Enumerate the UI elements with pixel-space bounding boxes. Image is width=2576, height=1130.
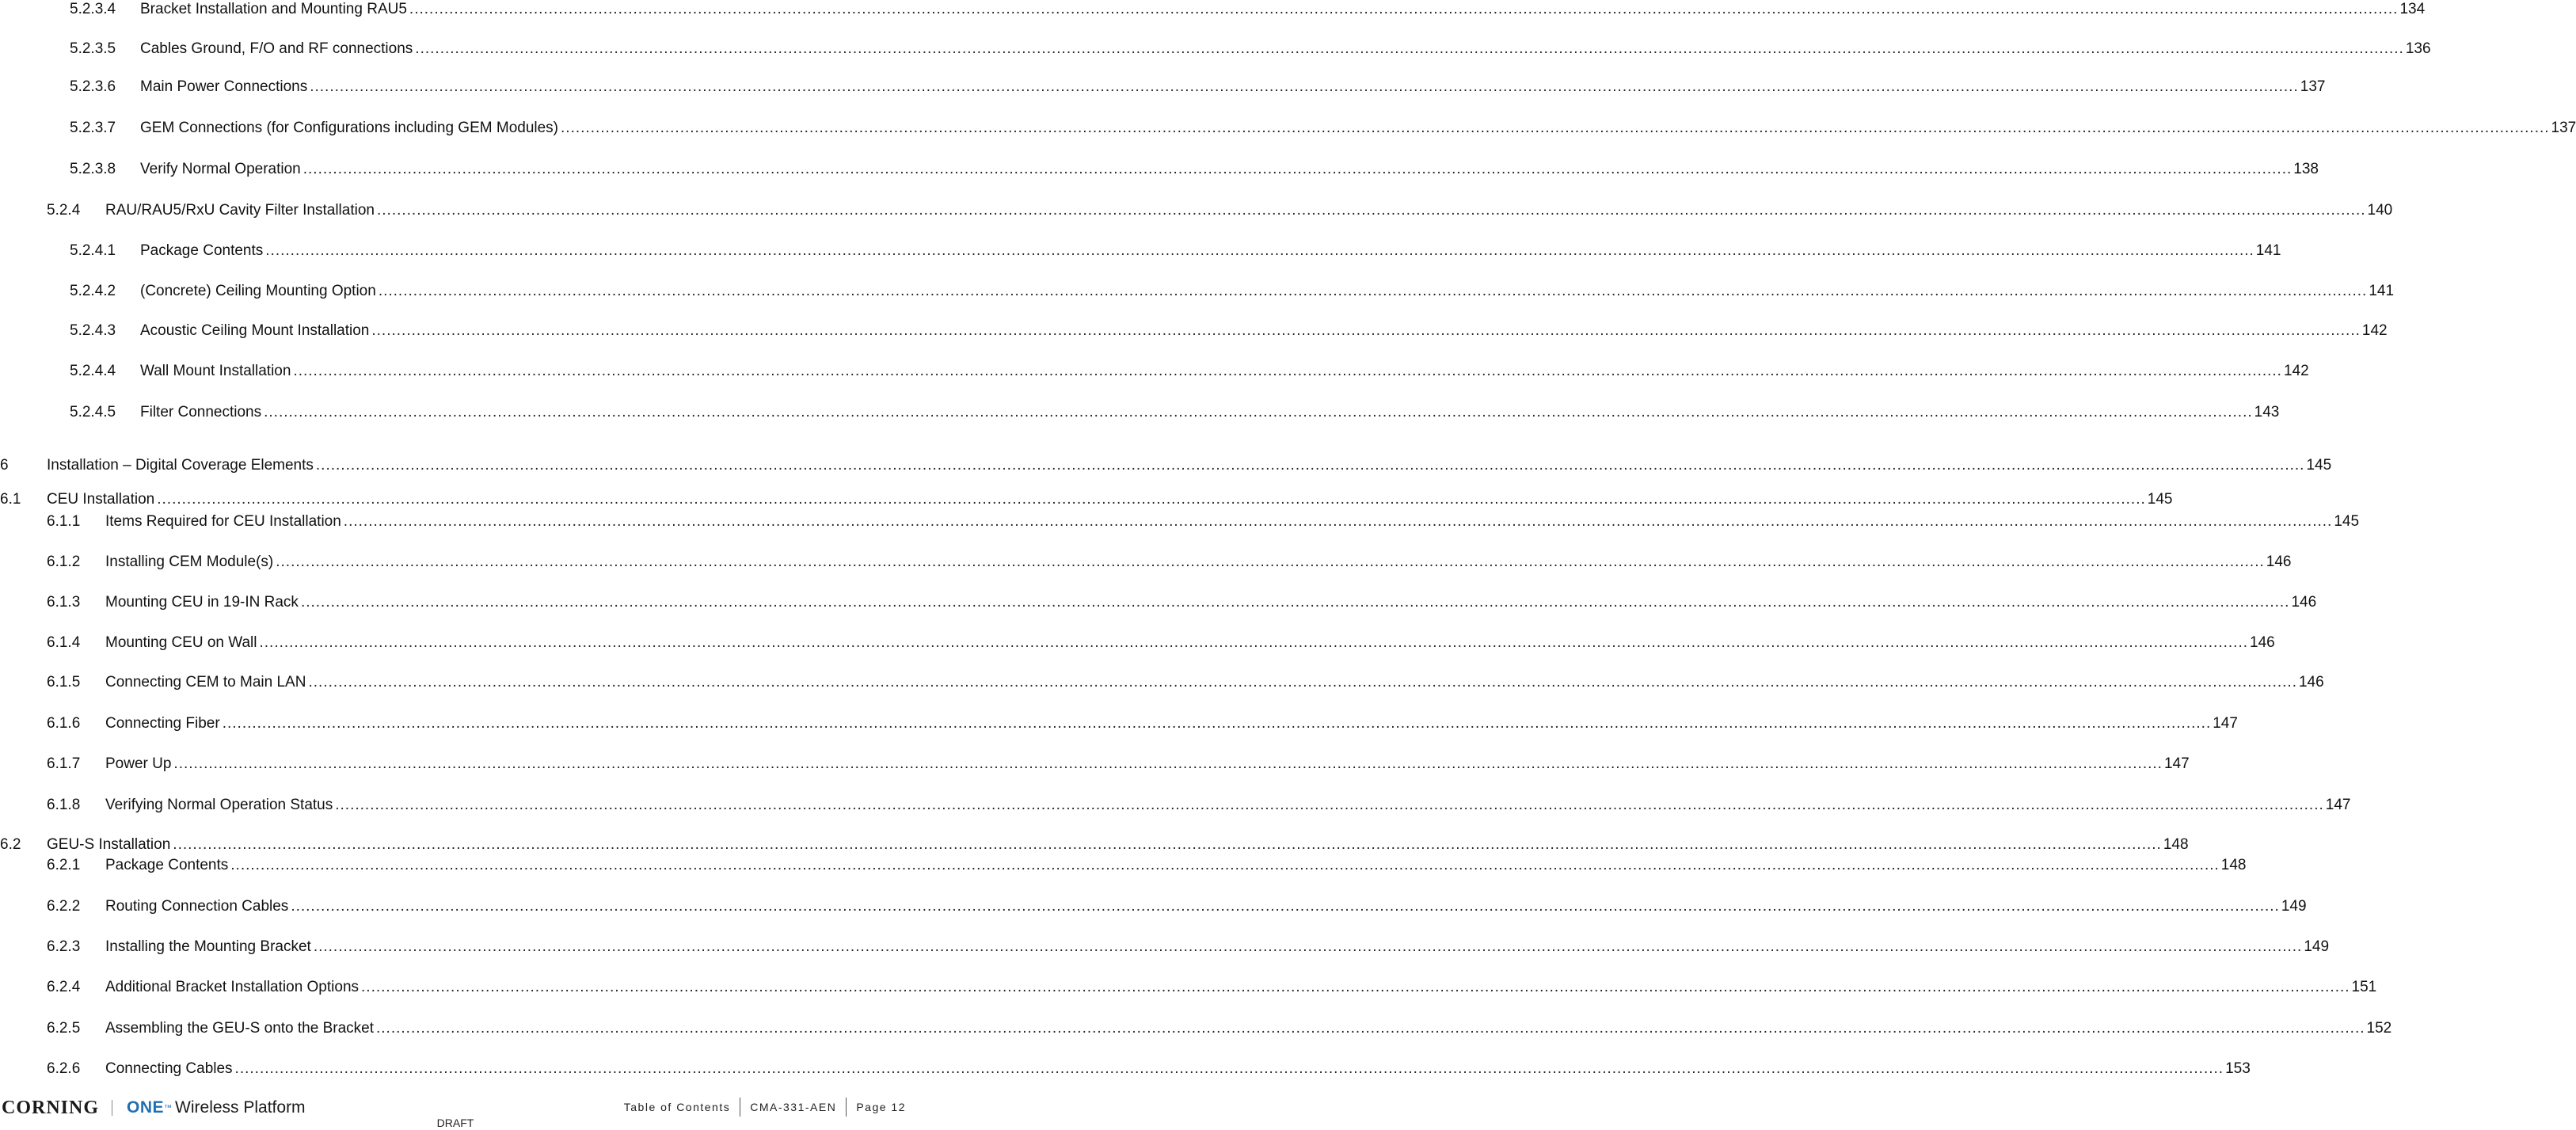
toc-entry-title: Verifying Normal Operation Status [105, 797, 333, 813]
toc-entry[interactable] [70, 242, 2281, 261]
toc-entry-title: Bracket Installation and Mounting RAU5 [140, 1, 407, 17]
toc-entry-page: 137 [2300, 78, 2326, 95]
footer-section-title: Table of Contents [623, 1101, 731, 1113]
toc-entry-title: CEU Installation [47, 491, 155, 508]
toc-entry-title: Installing the Mounting Bracket [105, 938, 311, 955]
toc-dot-leader: ................................................................................................................................................................................................................................................................................................................................................................................................................ [376, 1020, 2365, 1037]
toc-entry-number: 6.2 [0, 836, 21, 853]
toc-entry-title: Additional Bracket Installation Options [105, 979, 360, 995]
toc-entry-title: Connecting Fiber [105, 715, 220, 732]
toc-entry-page: 142 [2283, 363, 2309, 379]
toc-entry[interactable] [47, 796, 2351, 815]
toc-entry-title: Verify Normal Operation [140, 161, 301, 177]
toc-entry-title: GEU-S Installation [47, 836, 171, 853]
footer-doc-id: CMA-331-AEN [740, 1098, 846, 1117]
toc-entry-title: Installation – Digital Coverage Elements [47, 457, 314, 474]
toc-entry[interactable] [70, 362, 2309, 381]
toc-entry-title: Connecting CEM to Main LAN [105, 674, 306, 691]
toc-entry-page: 146 [2266, 554, 2292, 570]
toc-entry[interactable] [70, 40, 2431, 59]
toc-dot-leader: ................................................................................................................................................................................................................................................................................................................................................................................................................ [409, 1, 2399, 17]
toc-dot-leader: ................................................................................................................................................................................................................................................................................................................................................................................................................ [293, 363, 2282, 379]
toc-entry-number: 6.2.4 [47, 979, 81, 995]
toc-entry-title: Connecting Cables [105, 1060, 233, 1077]
toc-entry[interactable] [70, 78, 2326, 97]
toc-entry-page: 153 [2225, 1060, 2251, 1077]
toc-entry[interactable] [47, 1019, 2392, 1038]
toc-entry[interactable] [70, 403, 2280, 422]
toc-dot-leader: ................................................................................................................................................................................................................................................................................................................................................................................................................ [173, 836, 2162, 853]
toc-entry-page: 136 [2405, 40, 2431, 57]
toc-entry-page: 149 [2304, 938, 2330, 955]
toc-dot-leader: ................................................................................................................................................................................................................................................................................................................................................................................................................ [276, 554, 2265, 570]
toc-entry[interactable] [47, 897, 2307, 916]
toc-entry[interactable] [47, 201, 2393, 220]
toc-dot-leader: ................................................................................................................................................................................................................................................................................................................................................................................................................ [234, 1060, 2224, 1077]
toc-dot-leader: ................................................................................................................................................................................................................................................................................................................................................................................................................ [561, 120, 2550, 136]
draft-label: DRAFT [436, 1117, 474, 1129]
toc-entry[interactable] [70, 160, 2319, 179]
toc-dot-leader: ................................................................................................................................................................................................................................................................................................................................................................................................................ [315, 457, 2305, 474]
toc-dot-leader: ................................................................................................................................................................................................................................................................................................................................................................................................................ [230, 857, 2220, 873]
toc-entry[interactable] [70, 0, 2426, 19]
toc-entry-number: 6.1.1 [47, 513, 81, 530]
toc-entry-title: (Concrete) Ceiling Mounting Option [140, 283, 376, 299]
toc-entry[interactable] [47, 512, 2360, 531]
footer-page-number: Page 12 [846, 1098, 906, 1117]
toc-dot-leader: ................................................................................................................................................................................................................................................................................................................................................................................................................ [371, 322, 2361, 339]
toc-entry[interactable] [47, 714, 2238, 733]
toc-entry-page: 143 [2254, 404, 2280, 420]
toc-entry-title: Cables Ground, F/O and RF connections [140, 40, 413, 57]
toc-entry[interactable] [47, 938, 2330, 957]
toc-dot-leader: ................................................................................................................................................................................................................................................................................................................................................................................................................ [291, 898, 2280, 915]
toc-entry-page: 149 [2281, 898, 2307, 915]
toc-entry-number: 5.2.4 [47, 202, 81, 219]
toc-entry[interactable] [47, 633, 2275, 653]
toc-entry-page: 134 [2399, 1, 2426, 17]
toc-entry-page: 148 [2220, 857, 2247, 873]
toc-entry-number: 6.2.2 [47, 898, 81, 915]
toc-entry-number: 6.1 [0, 491, 21, 508]
toc-entry-title: Routing Connection Cables [105, 898, 289, 915]
toc-entry-number: 6.1.2 [47, 554, 81, 570]
toc-dot-leader: ................................................................................................................................................................................................................................................................................................................................................................................................................ [173, 755, 2163, 772]
toc-dot-leader: ................................................................................................................................................................................................................................................................................................................................................................................................................ [310, 78, 2299, 95]
toc-entry[interactable] [0, 490, 2173, 509]
toc-entry-number: 6.1.7 [47, 755, 81, 772]
toc-entry-number: 5.2.4.5 [70, 404, 116, 420]
toc-entry-number: 5.2.4.4 [70, 363, 116, 379]
toc-dot-leader: ................................................................................................................................................................................................................................................................................................................................................................................................................ [302, 161, 2293, 177]
toc-entry-title: Assembling the GEU-S onto the Bracket [105, 1020, 374, 1037]
toc-dot-leader: ................................................................................................................................................................................................................................................................................................................................................................................................................ [259, 634, 2249, 651]
toc-entry-page: 140 [2367, 202, 2393, 219]
toc-entry-number: 5.2.4.2 [70, 283, 116, 299]
toc-dot-leader: ................................................................................................................................................................................................................................................................................................................................................................................................................ [157, 491, 2146, 508]
toc-entry[interactable] [47, 673, 2324, 692]
toc-entry-title: Main Power Connections [140, 78, 308, 95]
toc-entry-page: 146 [2250, 634, 2275, 651]
toc-entry-page: 142 [2361, 322, 2388, 339]
toc-dot-leader: ................................................................................................................................................................................................................................................................................................................................................................................................................ [335, 797, 2324, 813]
toc-entry-title: Installing CEM Module(s) [105, 554, 274, 570]
one-logo: ONE [127, 1098, 165, 1117]
toc-entry[interactable] [70, 119, 2576, 138]
page-footer [0, 1093, 911, 1130]
toc-entry-number: 6 [0, 457, 9, 474]
toc-entry-page: 141 [2369, 283, 2395, 299]
toc-dot-leader: ................................................................................................................................................................................................................................................................................................................................................................................................................ [378, 283, 2368, 299]
toc-entry-number: 5.2.4.3 [70, 322, 116, 339]
wireless-platform-logo: Wireless Platform [175, 1098, 306, 1117]
toc-entry-page: 148 [2163, 836, 2189, 853]
toc-dot-leader: ................................................................................................................................................................................................................................................................................................................................................................................................................ [343, 513, 2333, 530]
toc-entry-number: 5.2.4.1 [70, 242, 116, 259]
toc-entry-number: 6.1.8 [47, 797, 81, 813]
toc-entry[interactable] [0, 456, 2332, 475]
toc-entry-title: Mounting CEU on Wall [105, 634, 257, 651]
toc-entry[interactable] [70, 321, 2388, 341]
toc-dot-leader: ................................................................................................................................................................................................................................................................................................................................................................................................................ [222, 715, 2212, 732]
toc-entry-page: 138 [2293, 161, 2319, 177]
toc-entry-number: 5.2.3.8 [70, 161, 116, 177]
toc-entry-title: RAU/RAU5/RxU Cavity Filter Installation [105, 202, 375, 219]
toc-entry[interactable] [47, 856, 2247, 875]
toc-entry-page: 137 [2551, 120, 2576, 136]
toc-entry-page: 141 [2255, 242, 2281, 259]
toc-entry-title: Wall Mount Installation [140, 363, 291, 379]
toc-entry-title: Mounting CEU in 19-IN Rack [105, 594, 299, 611]
toc-entry-page: 145 [2334, 513, 2360, 530]
toc-dot-leader: ................................................................................................................................................................................................................................................................................................................................................................................................................ [415, 40, 2404, 57]
toc-entry-number: 5.2.3.6 [70, 78, 116, 95]
toc-dot-leader: ................................................................................................................................................................................................................................................................................................................................................................................................................ [313, 938, 2303, 955]
toc-entry-number: 5.2.3.7 [70, 120, 116, 136]
toc-dot-leader: ................................................................................................................................................................................................................................................................................................................................................................................................................ [361, 979, 2350, 995]
toc-entry-number: 6.2.5 [47, 1020, 81, 1037]
toc-entry-number: 6.1.6 [47, 715, 81, 732]
toc-entry-number: 6.2.3 [47, 938, 81, 955]
toc-entry-page: 145 [2306, 457, 2332, 474]
toc-entry[interactable] [0, 835, 2189, 854]
toc-entry[interactable] [47, 553, 2292, 572]
toc-entry-page: 147 [2213, 715, 2238, 732]
toc-entry-page: 146 [2298, 674, 2324, 691]
toc-entry-title: Acoustic Ceiling Mount Installation [140, 322, 370, 339]
toc-entry-number: 5.2.3.4 [70, 1, 116, 17]
toc-entry[interactable] [47, 593, 2317, 612]
toc-entry-title: Package Contents [105, 857, 229, 873]
toc-entry-page: 146 [2291, 594, 2317, 611]
toc-entry-page: 152 [2366, 1020, 2392, 1037]
toc-entry[interactable] [70, 282, 2395, 301]
toc-entry-page: 151 [2351, 979, 2377, 995]
toc-entry-title: Package Contents [140, 242, 264, 259]
toc-dot-leader: ................................................................................................................................................................................................................................................................................................................................................................................................................ [300, 594, 2290, 611]
toc-dot-leader: ................................................................................................................................................................................................................................................................................................................................................................................................................ [308, 674, 2297, 691]
toc-entry[interactable] [47, 978, 2377, 997]
trademark-mark: ™ [164, 1103, 173, 1113]
toc-entry-number: 6.1.4 [47, 634, 81, 651]
toc-entry-number: 6.1.3 [47, 594, 81, 611]
toc-dot-leader: ................................................................................................................................................................................................................................................................................................................................................................................................................ [265, 242, 2254, 259]
toc-entry-number: 6.2.6 [47, 1060, 81, 1077]
toc-dot-leader: ................................................................................................................................................................................................................................................................................................................................................................................................................ [264, 404, 2253, 420]
toc-entry-title: Power Up [105, 755, 172, 772]
toc-entry-title: Items Required for CEU Installation [105, 513, 341, 530]
toc-entry-page: 145 [2147, 491, 2173, 508]
toc-entry[interactable] [47, 1060, 2251, 1079]
corning-logo: CORNING [2, 1097, 100, 1118]
toc-entry-number: 5.2.3.5 [70, 40, 116, 57]
toc-entry[interactable] [47, 755, 2190, 774]
toc-dot-leader: ................................................................................................................................................................................................................................................................................................................................................................................................................ [376, 202, 2366, 219]
toc-entry-title: GEM Connections (for Configurations including GEM Modules) [140, 120, 559, 136]
toc-entry-page: 147 [2325, 797, 2351, 813]
footer-meta [615, 1098, 906, 1117]
toc-entry-title: Filter Connections [140, 404, 262, 420]
toc-entry-number: 6.1.5 [47, 674, 81, 691]
toc-entry-number: 6.2.1 [47, 857, 81, 873]
toc-entry-page: 147 [2163, 755, 2190, 772]
